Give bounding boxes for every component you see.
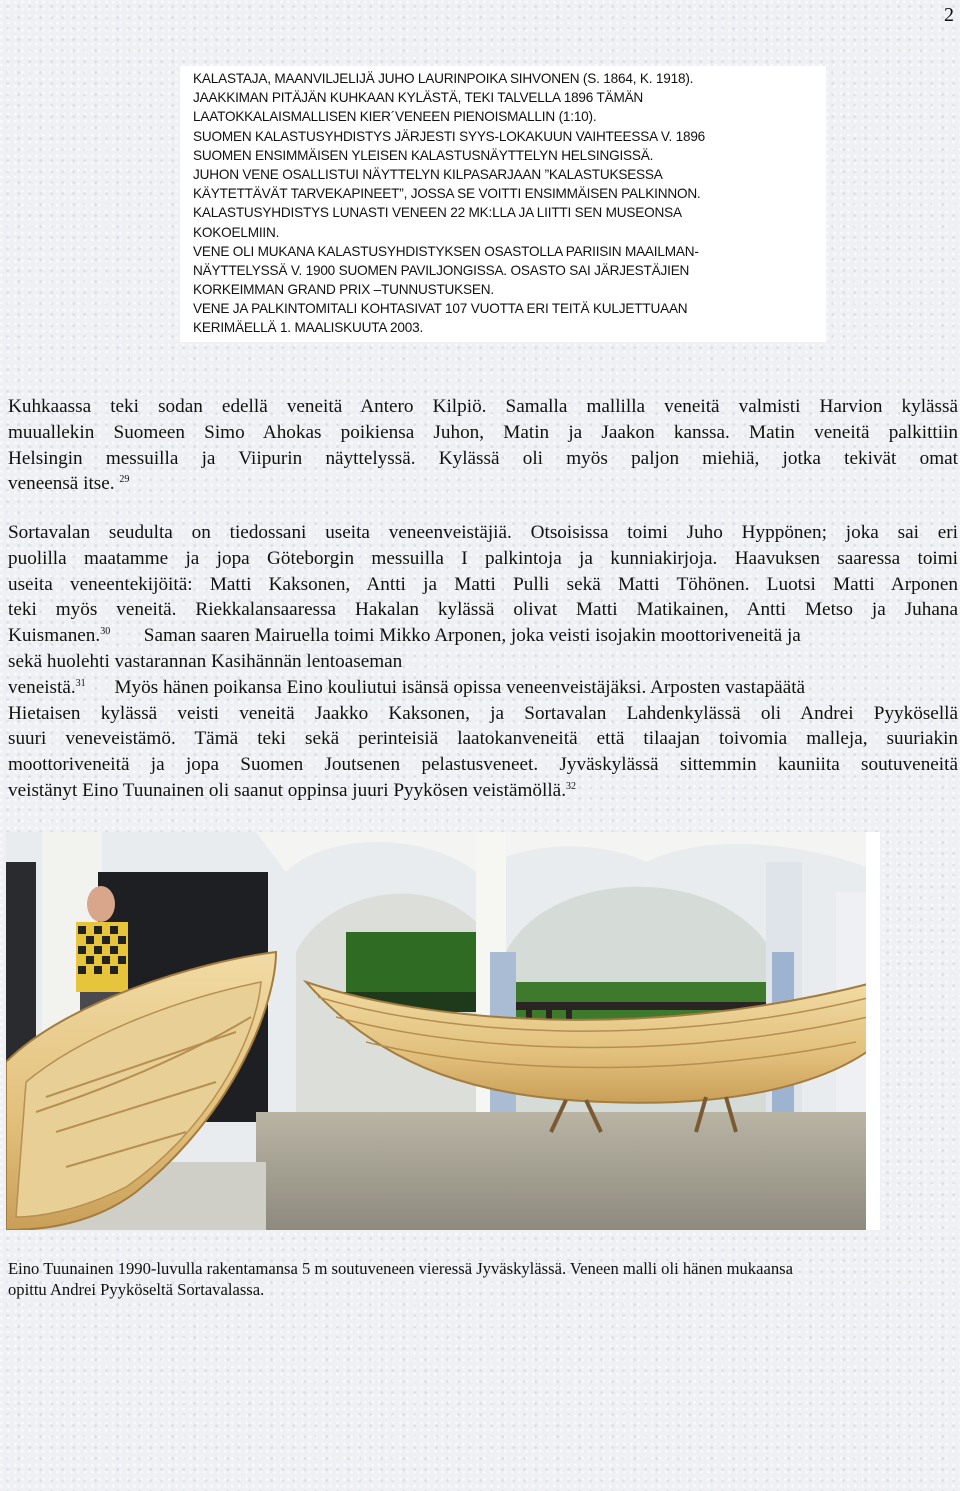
text-line: useita veneentekijöitä: Matti Kaksonen, Antti ja Matti Pulli sekä Matti Töhönen. Luotsi Matti Arponen: [8, 573, 958, 595]
caption-line: KOKOELMIIN.: [193, 224, 280, 240]
text-line: Kuhkaassa teki sodan edellä veneitä Antero Kilpiö. Samalla mallilla veneitä valmisti Harvion kylässä: [8, 396, 958, 417]
text-line: suuri veneveistämö. Tämä teki sekä perinteisiä laatokanveneitä että tilaajan toivomia malleja, suuriakin: [8, 728, 958, 750]
caption-line: KALASTAJA, MAANVILJELIJÄ JUHO LAURINPOIKA SIHVONEN (S. 1864, K. 1918).: [193, 71, 694, 86]
caption-line: KORKEIMMAN GRAND PRIX –TUNNUSTUKSEN.: [193, 282, 494, 298]
text-line: [8, 471, 958, 497]
footnote-marker[interactable]: 32: [566, 780, 576, 792]
footnote-marker[interactable]: 31: [75, 677, 86, 689]
caption-line: VENE OLI MUKANA KALASTUSYHDISTYKSEN OSASTOLLA PARIISIN MAAILMAN-: [193, 243, 699, 259]
text-line: [8, 675, 958, 701]
footnote-marker[interactable]: 30: [100, 626, 111, 638]
caption-line: VENE JA PALKINTOMITALI KOHTASIVAT 107 VUOTTA ERI TEITÄ KULJETTUAAN: [193, 301, 688, 317]
text-line: moottoriveneitä ja jopa Suomen Joutsenen pelastusveneet. Jyväskylässä sittemmin kauniita soutuveneitä: [8, 754, 958, 776]
text-fragment: Saman saaren Mairuella toimi Mikko Arponen, joka veisti isojakin moottoriveneitä ja: [143, 625, 801, 647]
text-line: puolilla maatamme ja jopa Göteborgin messuilla I palkintoja ja kunniakirjoja. Haavuksen saaressa toimi: [8, 547, 958, 569]
caption-line: LAATOKKALAISMALLISEN KIER´VENEEN PIENOISMALLIN (1:10).: [193, 109, 597, 125]
text-line: teki myös veneitä. Riekkalansaaressa Hakalan kylässä olivat Matti Matikainen, Antti Metso ja Juhana: [8, 599, 958, 621]
text-line: Sortavalan seudulta on tiedossani useita veneenveistäjiä. Otsoisissa toimi Juho Hyppönen; joka sai eri: [8, 522, 958, 543]
text-line: [8, 778, 958, 804]
caption-line: NÄYTTELYSSÄ V. 1900 SUOMEN PAVILJONGISSA. OSASTO SAI JÄRJESTÄJIEN: [193, 262, 690, 278]
text-line: muuallekin Suomeen Simo Ahokas poikiensa Juhon, Matin ja Jaakon kanssa. Matin veneitä palkittiin: [8, 421, 958, 443]
caption-line: KALASTUSYHDISTYS LUNASTI VENEEN 22 MK:LLA JA LIITTI SEN MUSEONSA: [193, 205, 682, 221]
caption-line: KERIMÄELLÄ 1. MAALISKUUTA 2003.: [193, 320, 424, 336]
caption-line: SUOMEN KALASTUSYHDISTYS JÄRJESTI SYYS-LOKAKUUN VAIHTEESSA V. 1896: [193, 128, 706, 144]
archival-caption: [193, 69, 833, 338]
text-fragment: veneensä itse.: [8, 473, 115, 495]
photo-caption-line: opittu Andrei Pyyköseltä Sortavalassa.: [8, 1280, 265, 1299]
text-line: [8, 623, 958, 649]
text-fragment: Kuismanen.: [8, 625, 101, 647]
boat-photograph: [6, 832, 880, 1230]
caption-line: KÄYTETTÄVÄT TARVEKAPINEET”, JOSSA SE VOITTI ENSIMMÄISEN PALKINNON.: [193, 186, 701, 202]
paragraph-boatbuilders-sortavala: [8, 520, 958, 804]
photo-caption: [8, 1258, 958, 1300]
text-fragment: veneistä.: [8, 676, 76, 698]
text-line: Helsingin messuilla ja Viipurin näyttelyssä. Kylässä oli myös paljon miehiä, jotka tekivät omat: [8, 447, 958, 469]
photo-caption-line: Eino Tuunainen 1990-luvulla rakentamansa 5 m soutuveneen vieressä Jyväskylässä. Veneen malli oli hänen mukaansa: [8, 1259, 793, 1278]
text-line: Hietaisen kylässä veisti veneitä Jaakko Kaksonen, ja Sortavalan Lahdenkylässä oli Andrei Pyykösellä: [8, 702, 958, 724]
page-number: 2: [944, 4, 954, 26]
caption-line: JUHON VENE OSALLISTUI NÄYTTELYN KILPASARJAAN ”KALASTUKSESSA: [193, 166, 663, 182]
paragraph-boatbuilders-kuhkaa: [8, 394, 958, 497]
text-fragment: veistänyt Eino Tuunainen oli saanut oppinsa juuri Pyykösen veistämöllä.: [8, 779, 566, 801]
boat-photo-illustration: [6, 832, 880, 1230]
text-line: sekä huolehti vastarannan Kasihännän lentoaseman: [8, 650, 403, 672]
text-fragment: Myös hänen poikansa Eino kouliutui isänsä opissa veneenveistäjäksi. Arposten vastapäätä: [114, 676, 806, 698]
caption-line: JAAKKIMAN PITÄJÄN KUHKAAN KYLÄSTÄ, TEKI TALVELLA 1896 TÄMÄN: [193, 90, 644, 106]
caption-line: SUOMEN ENSIMMÄISEN YLEISEN KALASTUSNÄYTTELYN HELSINGISSÄ.: [193, 147, 654, 163]
footnote-marker[interactable]: 29: [119, 474, 130, 486]
